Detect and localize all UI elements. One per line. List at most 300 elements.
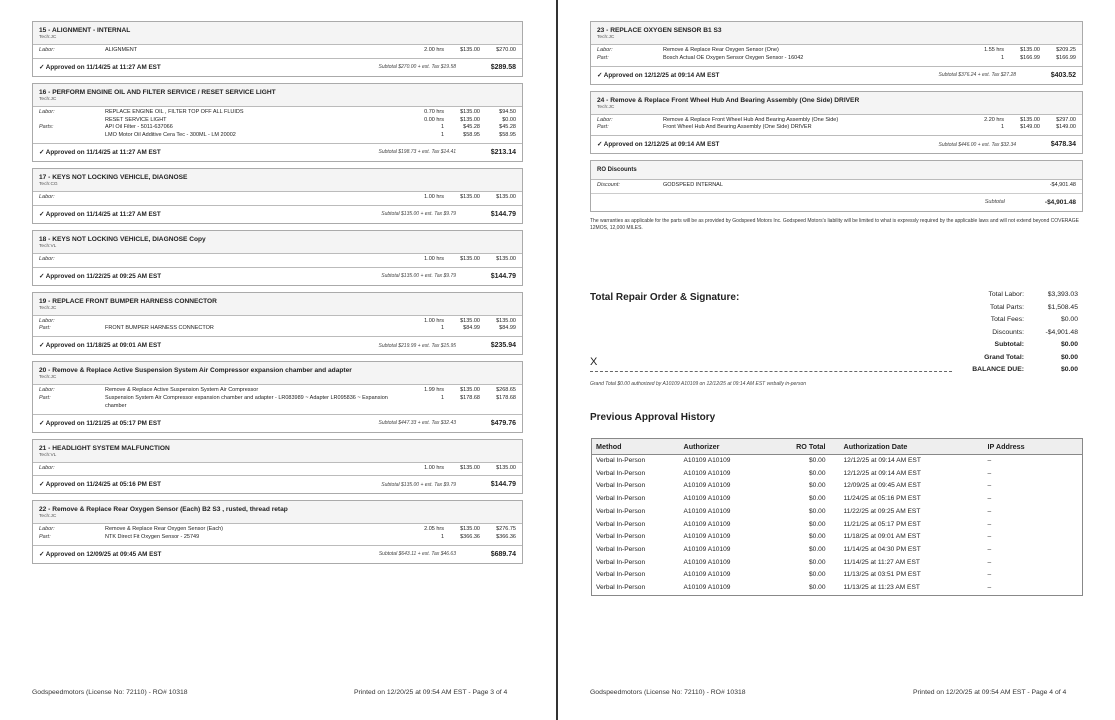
line-amount: $0.00 <box>502 116 516 123</box>
footer-left-page-3: Godspeedmotors (License No: 72110) - RO# 10318 <box>32 689 188 696</box>
service-header <box>33 22 522 45</box>
service-footer <box>33 268 522 285</box>
totals-value: -$4,901.48 <box>1045 328 1078 336</box>
service-total: $235.94 <box>490 342 516 350</box>
line-type: Labor: <box>39 317 55 324</box>
signature-note: Grand Total $0.00 authorized by A10109 A10109 on 12/12/25 at 09:14 AM EST verbally in-person <box>590 381 807 387</box>
service-block <box>32 439 523 495</box>
history-date: 12/12/25 at 09:14 AM EST <box>843 469 921 477</box>
footer-left-page-4: Godspeedmotors (License No: 72110) - RO# 10318 <box>590 689 746 696</box>
service-lines <box>33 45 522 59</box>
total-repair-order-title: Total Repair Order & Signature: <box>590 292 740 303</box>
history-method: Verbal In-Person <box>596 533 646 541</box>
history-ip: – <box>987 457 992 464</box>
line-description: Suspension System Air Compressor expansion chamber and adapter - LR083989 ~ Adapter LR095836 ~ Expansion chamber <box>105 394 388 409</box>
history-method: Verbal In-Person <box>596 584 646 592</box>
service-title: 20 - Remove & Replace Active Suspension System Air Compressor expansion chamber and adapter <box>39 367 352 375</box>
line-type: Labor: <box>39 255 55 262</box>
history-method: Verbal In-Person <box>596 545 646 553</box>
line-quantity: 2.20 hrs <box>984 116 1004 123</box>
service-lines <box>33 463 522 477</box>
totals-summary <box>938 289 1078 377</box>
line-amount: $166.99 <box>1056 54 1076 61</box>
line-amount: $135.00 <box>496 193 516 200</box>
line-amount: $297.00 <box>1056 116 1076 123</box>
history-ip: – <box>987 558 992 566</box>
history-row <box>592 582 1083 595</box>
service-line <box>39 395 516 411</box>
line-rate: $135.00 <box>460 317 480 324</box>
history-row <box>592 531 1083 544</box>
service-tech: Tech:JC <box>39 305 57 311</box>
history-authorizer: A10109 A10109 <box>683 520 731 528</box>
service-line <box>39 387 516 395</box>
line-quantity: 2.05 hrs <box>424 526 444 533</box>
line-quantity: 1.00 hrs <box>424 317 444 324</box>
page-3 <box>0 0 556 720</box>
totals-row <box>938 364 1078 377</box>
service-lines <box>591 115 1082 137</box>
service-subtotal: Subtotal $270.00 + est. Tax $19.58 <box>378 64 456 71</box>
line-amount: $135.00 <box>496 317 516 324</box>
service-line <box>39 526 516 534</box>
discount-subtotal-value: -$4,901.48 <box>1044 198 1076 206</box>
service-tech: Tech:JC <box>39 35 57 40</box>
service-title: 17 - KEYS NOT LOCKING VEHICLE, DIAGNOSE <box>39 173 188 181</box>
line-quantity: 1 <box>440 394 444 401</box>
line-description: Bosch Actual OE Oxygen Sensor Oxygen Sensor - 16042 <box>663 54 804 61</box>
service-header <box>33 231 522 254</box>
history-date: 12/12/25 at 09:14 AM EST <box>843 457 921 464</box>
service-lines <box>33 107 522 144</box>
history-body <box>592 455 1083 596</box>
history-ip: – <box>987 469 992 477</box>
history-date: 11/18/25 at 09:01 AM EST <box>843 533 921 541</box>
approval-status: ✓ Approved on 11/21/25 at 05:17 PM EST <box>39 419 161 427</box>
line-description: ALIGNMENT <box>105 47 138 53</box>
service-subtotal: Subtotal $135.00 + est. Tax $9.79 <box>381 211 456 218</box>
service-total: $144.79 <box>490 481 516 489</box>
service-block <box>590 21 1083 85</box>
history-ip: – <box>987 533 992 541</box>
history-method: Verbal In-Person <box>596 469 646 477</box>
line-description: Remove & Replace Front Wheel Hub And Bearing Assembly (One Side) <box>663 116 839 123</box>
line-quantity: 1.99 hrs <box>424 387 444 394</box>
history-ip: – <box>987 482 992 490</box>
service-title: 21 - HEADLIGHT SYSTEM MALFUNCTION <box>39 444 170 452</box>
service-line <box>39 117 516 125</box>
line-type: Part: <box>597 124 609 131</box>
totals-label: BALANCE DUE: <box>972 366 1024 373</box>
service-title: 16 - PERFORM ENGINE OIL AND FILTER SERVICE / RESET SERVICE LIGHT <box>39 88 276 96</box>
history-method: Verbal In-Person <box>596 507 646 515</box>
service-lines <box>33 385 522 414</box>
footer-right-page-4: Printed on 12/20/25 at 09:54 AM EST - Page 4 of 4 <box>913 689 1067 696</box>
discount-amount: -$4,901.48 <box>1049 182 1076 189</box>
discount-desc: GODSPEED INTERNAL <box>663 182 723 189</box>
discount-subtotal-row <box>591 193 1082 211</box>
line-type: Labor: <box>39 193 55 200</box>
approval-status: ✓ Approved on 11/22/25 at 09:25 AM EST <box>39 272 162 280</box>
service-tech: Tech:CG <box>39 181 58 187</box>
line-amount: $45.28 <box>499 124 516 131</box>
history-ro-total: $0.00 <box>808 469 826 477</box>
totals-row <box>938 289 1078 302</box>
history-method: Verbal In-Person <box>596 457 646 464</box>
line-type: Part: <box>39 325 51 332</box>
history-row <box>592 519 1083 532</box>
history-date: 11/13/25 at 11:23 AM EST <box>843 584 920 592</box>
history-ro-total: $0.00 <box>808 584 826 592</box>
service-subtotal: Subtotal $198.73 + est. Tax $14.41 <box>378 149 456 156</box>
service-title: 24 - Remove & Replace Front Wheel Hub And Bearing Assembly (One Side) DRIVER <box>597 96 860 104</box>
service-total: $289.58 <box>490 63 516 71</box>
service-footer <box>33 337 522 354</box>
history-header-ip: IP Address <box>984 439 1083 455</box>
line-amount: $268.65 <box>496 387 516 394</box>
service-header <box>33 169 522 192</box>
signature-x: X <box>590 356 598 368</box>
line-quantity: 1.00 hrs <box>424 255 444 262</box>
line-quantity: 0.70 hrs <box>424 108 444 115</box>
service-block <box>32 230 523 286</box>
line-description: Remove & Replace Rear Oxygen Sensor (Each) <box>105 526 223 533</box>
totals-value: $0.00 <box>1060 353 1078 361</box>
line-amount: $209.25 <box>1056 47 1076 53</box>
history-row <box>592 493 1083 506</box>
history-date: 11/24/25 at 05:16 PM EST <box>843 495 921 503</box>
service-footer <box>33 59 522 76</box>
services-page-4 <box>590 21 1083 154</box>
service-footer <box>33 546 522 563</box>
line-rate: $135.00 <box>1020 116 1040 123</box>
line-type: Part: <box>597 54 609 61</box>
page-4 <box>558 0 1115 720</box>
service-total: $479.76 <box>490 419 516 427</box>
approval-status: ✓ Approved on 12/12/25 at 09:14 AM EST <box>597 71 720 79</box>
service-subtotal: Subtotal $376.24 + est. Tax $27.28 <box>938 72 1016 79</box>
line-description: Front Wheel Hub And Bearing Assembly (One Side) DRIVER <box>663 124 812 131</box>
line-type: Labor: <box>39 387 55 394</box>
approval-status: ✓ Approved on 12/09/25 at 09:45 AM EST <box>39 550 162 558</box>
line-quantity: 0.00 hrs <box>424 116 444 123</box>
service-total: $144.79 <box>490 210 516 218</box>
totals-value: $3,393.03 <box>1047 291 1078 298</box>
totals-row <box>938 327 1078 340</box>
service-header <box>591 92 1082 115</box>
line-amount: $276.75 <box>496 526 516 533</box>
line-type: Labor: <box>597 47 613 53</box>
history-authorizer: A10109 A10109 <box>683 469 731 477</box>
line-quantity: 1 <box>440 534 444 541</box>
service-block <box>32 168 523 224</box>
totals-value: $0.00 <box>1060 341 1078 348</box>
line-description: Remove & Replace Active Suspension System Air Compressor <box>105 387 259 394</box>
service-block <box>32 292 523 356</box>
service-line <box>39 194 516 202</box>
history-ro-total: $0.00 <box>808 545 826 553</box>
service-line <box>39 47 516 55</box>
service-lines <box>33 254 522 268</box>
history-ro-total: $0.00 <box>808 495 826 503</box>
totals-label: Grand Total: <box>984 353 1024 361</box>
history-header-date: Authorization Date <box>830 439 984 455</box>
service-total: $144.79 <box>490 272 516 280</box>
service-subtotal: Subtotal $135.00 + est. Tax $9.79 <box>381 273 456 280</box>
service-line <box>39 325 516 333</box>
line-rate: $45.28 <box>463 124 480 131</box>
discount-subtotal-label: Subtotal <box>984 198 1005 205</box>
line-rate: $135.00 <box>460 116 480 123</box>
service-tech: Tech:VL <box>39 452 57 458</box>
approval-history-table <box>591 438 1083 596</box>
totals-value: $0.00 <box>1060 316 1078 323</box>
line-rate: $135.00 <box>460 464 480 471</box>
history-method: Verbal In-Person <box>596 495 646 503</box>
service-line <box>39 318 516 326</box>
line-amount: $94.50 <box>499 108 516 115</box>
line-rate: $149.00 <box>1020 124 1040 131</box>
history-method: Verbal In-Person <box>596 482 646 490</box>
signature-line <box>590 371 952 372</box>
line-type: Labor: <box>39 108 55 115</box>
history-header-authorizer: Authorizer <box>680 439 776 455</box>
line-quantity: 1.55 hrs <box>984 47 1004 53</box>
line-quantity: 1.00 hrs <box>424 193 444 200</box>
history-ip: – <box>987 571 992 579</box>
line-quantity: 1 <box>440 325 444 332</box>
service-header <box>33 84 522 107</box>
history-ip: – <box>987 584 992 592</box>
history-header-row <box>592 439 1083 455</box>
service-tech: Tech:JC <box>39 375 57 381</box>
service-header <box>33 501 522 524</box>
line-quantity: 1.00 hrs <box>424 464 444 471</box>
warranty-text: The warranties as applicable for the parts will be as provided by Godspeed Motors Inc. Godspeed Motors's liability will be limited to what is expressly required by the applicable laws and will not extend beyond COVERAGE 12MOS, 12,000 MILES. <box>590 217 1079 231</box>
line-rate: $135.00 <box>460 255 480 262</box>
line-rate: $135.00 <box>460 193 480 200</box>
totals-label: Subtotal: <box>994 341 1024 348</box>
history-authorizer: A10109 A10109 <box>683 584 731 592</box>
footer-right-page-3: Printed on 12/20/25 at 09:54 AM EST - Page 3 of 4 <box>354 689 508 696</box>
history-ro-total: $0.00 <box>808 533 826 541</box>
totals-label: Discounts: <box>992 328 1024 336</box>
line-quantity: 1 <box>1000 124 1004 131</box>
service-footer <box>591 67 1082 84</box>
line-description: REPLACE ENGINE OIL , FILTER TOP OFF ALL FLUIDS <box>105 108 244 115</box>
service-list-page-3 <box>32 21 523 570</box>
history-row <box>592 468 1083 481</box>
line-amount: $149.00 <box>1056 124 1076 131</box>
discount-lines <box>591 180 1082 193</box>
history-authorizer: A10109 A10109 <box>683 533 731 541</box>
service-lines <box>33 524 522 546</box>
history-ip: – <box>987 495 992 503</box>
discount-line <box>597 182 1076 190</box>
history-header-method: Method <box>592 439 680 455</box>
service-footer <box>591 136 1082 153</box>
service-subtotal: Subtotal $643.11 + est. Tax $46.63 <box>378 551 456 558</box>
history-authorizer: A10109 A10109 <box>683 507 731 515</box>
service-title: 19 - REPLACE FRONT BUMPER HARNESS CONNECTOR <box>39 297 217 305</box>
totals-row <box>938 339 1078 352</box>
service-line <box>597 124 1076 132</box>
service-header <box>33 362 522 385</box>
service-header <box>591 22 1082 45</box>
service-tech: Tech:JC <box>39 96 57 102</box>
history-date: 11/22/25 at 09:25 AM EST <box>843 507 921 515</box>
service-tech: Tech:JC <box>39 514 57 520</box>
service-tech: Tech:VL <box>39 243 57 249</box>
line-type: Labor: <box>597 116 613 123</box>
history-row <box>592 480 1083 493</box>
line-description: API Oil Filter - 5011-637066 <box>105 124 173 131</box>
service-footer <box>33 206 522 223</box>
history-row <box>592 569 1083 582</box>
line-rate: $135.00 <box>460 526 480 533</box>
service-block <box>32 21 523 77</box>
history-ip: – <box>987 507 992 515</box>
history-date: 11/13/25 at 03:51 PM EST <box>843 571 921 579</box>
line-quantity: 1 <box>440 124 444 131</box>
history-method: Verbal In-Person <box>596 520 646 528</box>
line-type: Labor: <box>39 47 55 53</box>
service-block <box>32 83 523 162</box>
line-amount: $178.68 <box>496 394 516 401</box>
service-subtotal: Subtotal $135.00 + est. Tax $9.79 <box>381 481 456 488</box>
service-total: $213.14 <box>490 148 516 156</box>
line-description: RESET SERVICE LIGHT <box>105 116 167 123</box>
line-rate: $135.00 <box>460 108 480 115</box>
totals-label: Total Labor: <box>988 291 1024 298</box>
service-line <box>39 109 516 117</box>
line-rate: $178.68 <box>460 394 480 401</box>
service-title: 22 - Remove & Replace Rear Oxygen Sensor (Each) B2 S3 , rusted, thread retap <box>39 506 288 514</box>
service-subtotal: Subtotal $446.00 + est. Tax $32.34 <box>938 141 1016 148</box>
approval-status: ✓ Approved on 11/24/25 at 05:16 PM EST <box>39 481 161 489</box>
history-method: Verbal In-Person <box>596 558 646 566</box>
totals-row <box>938 302 1078 315</box>
service-tech: Tech:JC <box>597 35 615 40</box>
service-line <box>39 132 516 140</box>
service-line <box>39 124 516 132</box>
history-row <box>592 455 1083 468</box>
service-title: 23 - REPLACE OXYGEN SENSOR B1 S3 <box>597 27 722 34</box>
service-list-page-4 <box>590 21 1083 231</box>
history-authorizer: A10109 A10109 <box>683 558 731 566</box>
service-lines <box>591 45 1082 67</box>
line-quantity: 2.00 hrs <box>424 47 444 53</box>
line-amount: $58.95 <box>499 132 516 139</box>
line-amount: $84.99 <box>499 325 516 332</box>
history-row <box>592 506 1083 519</box>
line-type: Part: <box>39 394 51 401</box>
service-footer <box>33 415 522 432</box>
line-rate: $84.99 <box>463 325 480 332</box>
line-description: LMO Motor Oil Additive Cera Tec - 300ML - LM 20002 <box>105 132 236 139</box>
service-block <box>32 500 523 564</box>
line-rate: $366.36 <box>460 534 480 541</box>
history-authorizer: A10109 A10109 <box>683 495 731 503</box>
service-block <box>590 91 1083 155</box>
service-line <box>39 534 516 542</box>
totals-value: $1,508.45 <box>1047 303 1078 311</box>
history-date: 11/21/25 at 05:17 PM EST <box>843 520 921 528</box>
history-row <box>592 557 1083 570</box>
service-block <box>32 361 523 432</box>
line-type: Part: <box>39 534 51 541</box>
ro-discounts-title: RO Discounts <box>591 161 1082 180</box>
totals-value: $0.00 <box>1060 366 1078 373</box>
history-ro-total: $0.00 <box>808 571 826 579</box>
history-date: 11/14/25 at 04:30 PM EST <box>843 545 921 553</box>
history-authorizer: A10109 A10109 <box>683 571 731 579</box>
history-date: 12/09/25 at 09:45 AM EST <box>843 482 921 490</box>
service-line <box>597 47 1076 55</box>
history-ip: – <box>987 520 992 528</box>
discount-type: Discount: <box>597 182 620 189</box>
line-type: Labor: <box>39 464 55 471</box>
service-lines <box>33 316 522 338</box>
history-date: 11/14/25 at 11:27 AM EST <box>843 558 920 566</box>
service-tech: Tech:JC <box>597 104 615 110</box>
approval-status: ✓ Approved on 12/12/25 at 09:14 AM EST <box>597 141 720 149</box>
line-rate: $135.00 <box>1020 47 1040 53</box>
history-header-ro-total: RO Total <box>776 439 830 455</box>
line-type: Parts: <box>39 124 54 131</box>
line-description: Remove & Replace Rear Oxygen Sensor (One) <box>663 47 779 53</box>
service-subtotal: Subtotal $219.99 + est. Tax $15.95 <box>378 342 456 349</box>
service-footer <box>33 476 522 493</box>
line-quantity: 1 <box>440 132 444 139</box>
approval-status: ✓ Approved on 11/18/25 at 09:01 AM EST <box>39 342 162 350</box>
history-ro-total: $0.00 <box>808 457 826 464</box>
line-amount: $135.00 <box>496 255 516 262</box>
line-type: Labor: <box>39 526 55 533</box>
service-header <box>33 440 522 463</box>
history-ro-total: $0.00 <box>808 520 826 528</box>
line-description: NTK Direct Fit Oxygen Sensor - 25749 <box>105 534 200 541</box>
service-line <box>39 465 516 473</box>
approval-history-title: Previous Approval History <box>590 412 716 423</box>
service-lines <box>33 192 522 206</box>
history-authorizer: A10109 A10109 <box>683 482 731 490</box>
approval-status: ✓ Approved on 11/14/25 at 11:27 AM EST <box>39 148 161 156</box>
totals-label: Total Fees: <box>990 316 1024 323</box>
service-header <box>33 293 522 316</box>
line-amount: $366.36 <box>496 534 516 541</box>
service-line <box>597 117 1076 125</box>
line-rate: $58.95 <box>463 132 480 139</box>
history-ip: – <box>987 545 992 553</box>
approval-status: ✓ Approved on 11/14/25 at 11:27 AM EST <box>39 210 161 218</box>
history-ro-total: $0.00 <box>808 558 826 566</box>
approval-status: ✓ Approved on 11/14/25 at 11:27 AM EST <box>39 63 161 71</box>
line-description: FRONT BUMPER HARNESS CONNECTOR <box>105 325 214 332</box>
history-method: Verbal In-Person <box>596 571 646 579</box>
history-ro-total: $0.00 <box>808 482 826 490</box>
line-amount: $135.00 <box>496 464 516 471</box>
service-total: $478.34 <box>1050 141 1076 149</box>
line-quantity: 1 <box>1000 54 1004 61</box>
ro-discounts-section <box>590 160 1083 212</box>
history-row <box>592 544 1083 557</box>
service-title: 18 - KEYS NOT LOCKING VEHICLE, DIAGNOSE Copy <box>39 235 206 243</box>
service-title: 15 - ALIGNMENT - INTERNAL <box>39 27 131 34</box>
service-footer <box>33 144 522 161</box>
service-line <box>597 55 1076 63</box>
totals-row <box>938 352 1078 365</box>
